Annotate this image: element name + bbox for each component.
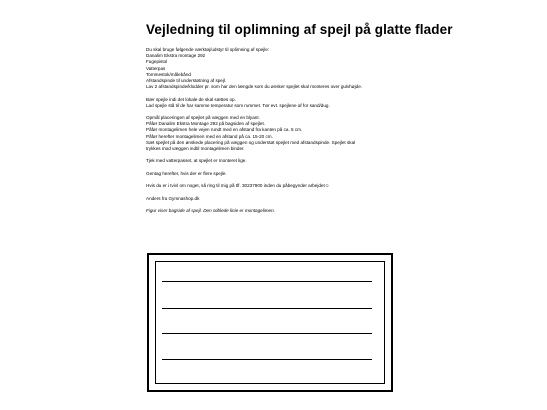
glue-line	[162, 333, 372, 334]
instruction-line: Påfør herefter montagelimen med en afstand på ca. 15-20 cm.	[146, 133, 273, 139]
tools-intro-line: Du skal bruge følgende værktøj/udstyr til oplimning af spejle:	[146, 47, 270, 52]
signature-line: Anders fra Gymnashop.dk	[146, 195, 200, 201]
instruction-line: Påfør montagelimen hele vejen rundt med en afstand fra kanten på ca. 5 cm.	[146, 127, 303, 133]
tools-list-item: Afstandspinde til understøtning af spejl.	[146, 77, 227, 83]
tools-list-item: Tommestok/målebånd	[146, 71, 191, 77]
contact-line: Hvis du er i tvivl om noget, så ring til mig på tlf. 30237900 inden du påbegynder arbejdet☺	[146, 183, 330, 189]
figure-caption: Figur viser bagside af spejl. Den stiblede linie er montagelimen.	[146, 207, 275, 213]
instruction-line: trykkes mod væggen indtil montagelimen binder.	[146, 146, 245, 151]
level-check-line: Tjek med vatterpasset, at spejlet er monteret lige.	[146, 158, 247, 164]
tools-list-item: Danalim Ekstra montage 292	[146, 53, 206, 59]
tools-list-item: Lav 2 afstandspinde/klodder pr. som har den længde som du ønsker spejlet skal monteres over gulvhøjde.	[146, 84, 363, 90]
glue-line	[162, 308, 372, 309]
document-title: Vejledning til oplimning af spejl på glatte flader	[146, 22, 453, 37]
tools-list-item: Vatterpas	[146, 65, 166, 71]
glue-outline	[155, 261, 385, 384]
instruction-line: Opmål placeringen af spejlet på væggen med en blyant.	[146, 115, 260, 121]
document-body	[146, 47, 408, 214]
repeat-line: Gentag herefter, hvis der er flere spejle.	[146, 170, 227, 176]
preparation-line: Lad spejle stå til de har samme temperatur som rummet. Tør evt. spejlene af for sand/dug.	[146, 102, 330, 108]
instruction-line: Påfør Danalim Ekstra Montage 292 på bagsiden af spejlet.	[146, 121, 265, 127]
glue-line	[162, 281, 372, 282]
preparation-line: Bær spejle indi det lokale de skal sættes op.	[146, 96, 236, 102]
instruction-line: Sæt spejlet på den ønskede placering på væggen og understøt spejlet med afstandspinde. Spejlet skal	[146, 139, 356, 145]
mirror-back-figure	[147, 253, 393, 392]
tools-list-item: Fugepistol	[146, 59, 168, 65]
glue-line	[162, 359, 372, 360]
